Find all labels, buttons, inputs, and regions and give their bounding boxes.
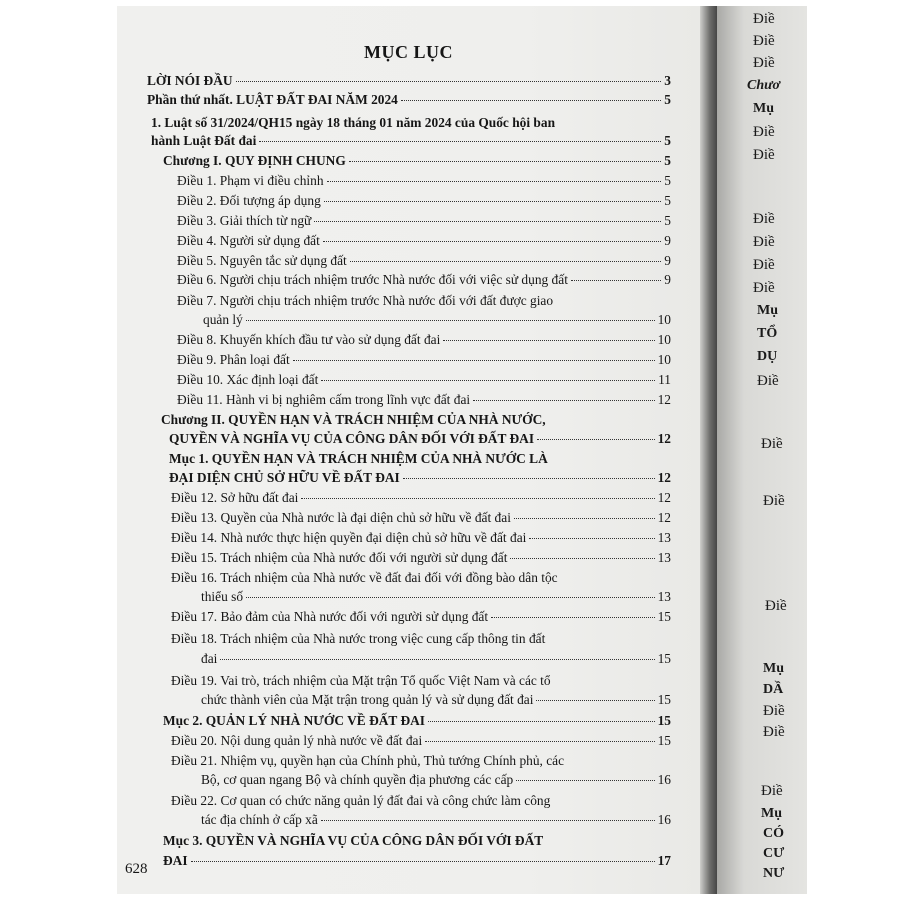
toc-entry: Chương I. QUY ĐỊNH CHUNG 5 [163, 153, 671, 168]
toc-entry: quản lý 10 [203, 312, 671, 327]
toc-entry-line1: Điều 7. Người chịu trách nhiệm trước Nhà nước đối với đất được giao [177, 293, 554, 308]
right-fragment: Điề [765, 598, 787, 614]
toc-entry: Mục 2. QUẢN LÝ NHÀ NƯỚC VỀ ĐẤT ĐAI 15 [163, 713, 671, 728]
toc-entry: Điều 11. Hành vi bị nghiêm cấm trong lĩnh vực đất đai 12 [177, 392, 671, 407]
toc-entry: Điều 4. Người sử dụng đất 9 [177, 233, 671, 248]
right-fragment: Điề [761, 783, 783, 799]
toc-entry: Điều 14. Nhà nước thực hiện quyền đại diện chủ sở hữu về đất đai 13 [171, 530, 671, 545]
toc-entry: Điều 10. Xác định loại đất 11 [177, 372, 671, 387]
toc-entry: Điều 12. Sở hữu đất đai 12 [171, 490, 671, 505]
right-fragment: Mụ [753, 101, 774, 116]
toc-entry-line1: Điều 22. Cơ quan có chức năng quản lý đất đai và công chức làm công [171, 793, 551, 808]
right-fragment: Mụ [761, 806, 782, 821]
right-fragment: Mụ [757, 303, 778, 318]
right-fragment: Mụ [763, 661, 784, 676]
right-fragment: Điề [763, 724, 785, 740]
right-fragment: CÓ [763, 826, 784, 841]
right-fragment: Điề [763, 703, 785, 719]
toc-entry-line1: Điều 21. Nhiệm vụ, quyền hạn của Chính phủ, Thủ tướng Chính phủ, các [171, 753, 565, 768]
right-fragment: Điề [763, 493, 785, 509]
toc-title: MỤC LỤC [364, 42, 453, 62]
toc-entry: tác địa chính ở cấp xã 16 [201, 812, 671, 827]
toc-entry: QUYỀN VÀ NGHĨA VỤ CỦA CÔNG DÂN ĐỐI VỚI ĐẤT ĐAI 12 [169, 431, 671, 446]
right-fragment: Điề [761, 436, 783, 452]
right-fragment: Điề [753, 257, 775, 273]
right-fragment: Điề [753, 147, 775, 163]
toc-entry-line1: Mục 1. QUYỀN HẠN VÀ TRÁCH NHIỆM CỦA NHÀ NƯỚC LÀ [169, 451, 548, 466]
toc-entry: Điều 20. Nội dung quản lý nhà nước về đất đai 15 [171, 733, 671, 748]
toc-entry: hành Luật Đất đai 5 [151, 133, 671, 148]
toc-entry: chức thành viên của Mặt trận trong quản lý và sử dụng đất đai 15 [201, 692, 671, 707]
right-fragment: Điề [753, 33, 775, 49]
toc-entry: Điều 6. Người chịu trách nhiệm trước Nhà nước đối với việc sử dụng đất 9 [177, 272, 671, 287]
toc-entry: đai 15 [201, 651, 671, 666]
right-fragment: Điề [753, 11, 775, 27]
toc-entry: LỜI NÓI ĐẦU 3 [147, 73, 671, 88]
toc-entry: Điều 2. Đối tượng áp dụng 5 [177, 193, 671, 208]
toc-entry-line1: Chương II. QUYỀN HẠN VÀ TRÁCH NHIỆM CỦA NHÀ NƯỚC, [161, 412, 546, 427]
right-fragment: Điề [753, 211, 775, 227]
toc-entry: Phần thứ nhất. LUẬT ĐẤT ĐAI NĂM 2024 5 [147, 92, 671, 107]
toc-entry: Điều 15. Trách nhiệm của Nhà nước đối với người sử dụng đất 13 [171, 550, 671, 565]
right-fragment: DẦ [763, 682, 784, 697]
toc-entry-line1: Điều 19. Vai trò, trách nhiệm của Mặt trận Tổ quốc Việt Nam và các tổ [171, 673, 551, 688]
right-fragment: Điề [753, 280, 775, 296]
right-fragment: Chươ [747, 78, 781, 93]
toc-entry-line1: Mục 3. QUYỀN VÀ NGHĨA VỤ CỦA CÔNG DÂN ĐỐI VỚI ĐẤT [163, 833, 544, 848]
toc-entry: Điều 5. Nguyên tắc sử dụng đất 9 [177, 253, 671, 268]
toc-entry-line1: Điều 18. Trách nhiệm của Nhà nước trong việc cung cấp thông tin đất [171, 631, 546, 646]
facing-page [717, 6, 807, 894]
toc-entry: Điều 8. Khuyến khích đầu tư vào sử dụng đất đai 10 [177, 332, 671, 347]
right-fragment: TỔ [757, 326, 778, 341]
right-fragment: Điề [753, 124, 775, 140]
toc-entry-line1: Điều 16. Trách nhiệm của Nhà nước về đất đai đối với đồng bào dân tộc [171, 570, 558, 585]
toc-page [117, 6, 700, 894]
toc-entry: Điều 17. Bảo đảm của Nhà nước đối với người sử dụng đất 15 [171, 609, 671, 624]
toc-entry: Điều 13. Quyền của Nhà nước là đại diện chủ sở hữu về đất đai 12 [171, 510, 671, 525]
right-fragment: NƯ [763, 866, 785, 881]
toc-entry: ĐẠI DIỆN CHỦ SỞ HỮU VỀ ĐẤT ĐAI 12 [169, 470, 671, 485]
right-fragment: Điề [753, 234, 775, 250]
toc-entry: ĐAI 17 [163, 853, 671, 868]
toc-entry: thiểu số 13 [201, 589, 671, 604]
toc-entry: Bộ, cơ quan ngang Bộ và chính quyền địa phương các cấp 16 [201, 772, 671, 787]
right-fragment: Điề [757, 373, 779, 389]
toc-entry: Điều 1. Phạm vi điều chỉnh 5 [177, 173, 671, 188]
right-fragment: DỤ [757, 349, 778, 364]
toc-entry: Điều 3. Giải thích từ ngữ 5 [177, 213, 671, 228]
page-number: 628 [125, 861, 148, 877]
right-fragment: Điề [753, 55, 775, 71]
toc-entry-line1: 1. Luật số 31/2024/QH15 ngày 18 tháng 01 năm 2024 của Quốc hội ban [151, 115, 556, 130]
toc-entry: Điều 9. Phân loại đất 10 [177, 352, 671, 367]
right-fragment: CƯ [763, 846, 785, 861]
book-photo [117, 6, 807, 894]
